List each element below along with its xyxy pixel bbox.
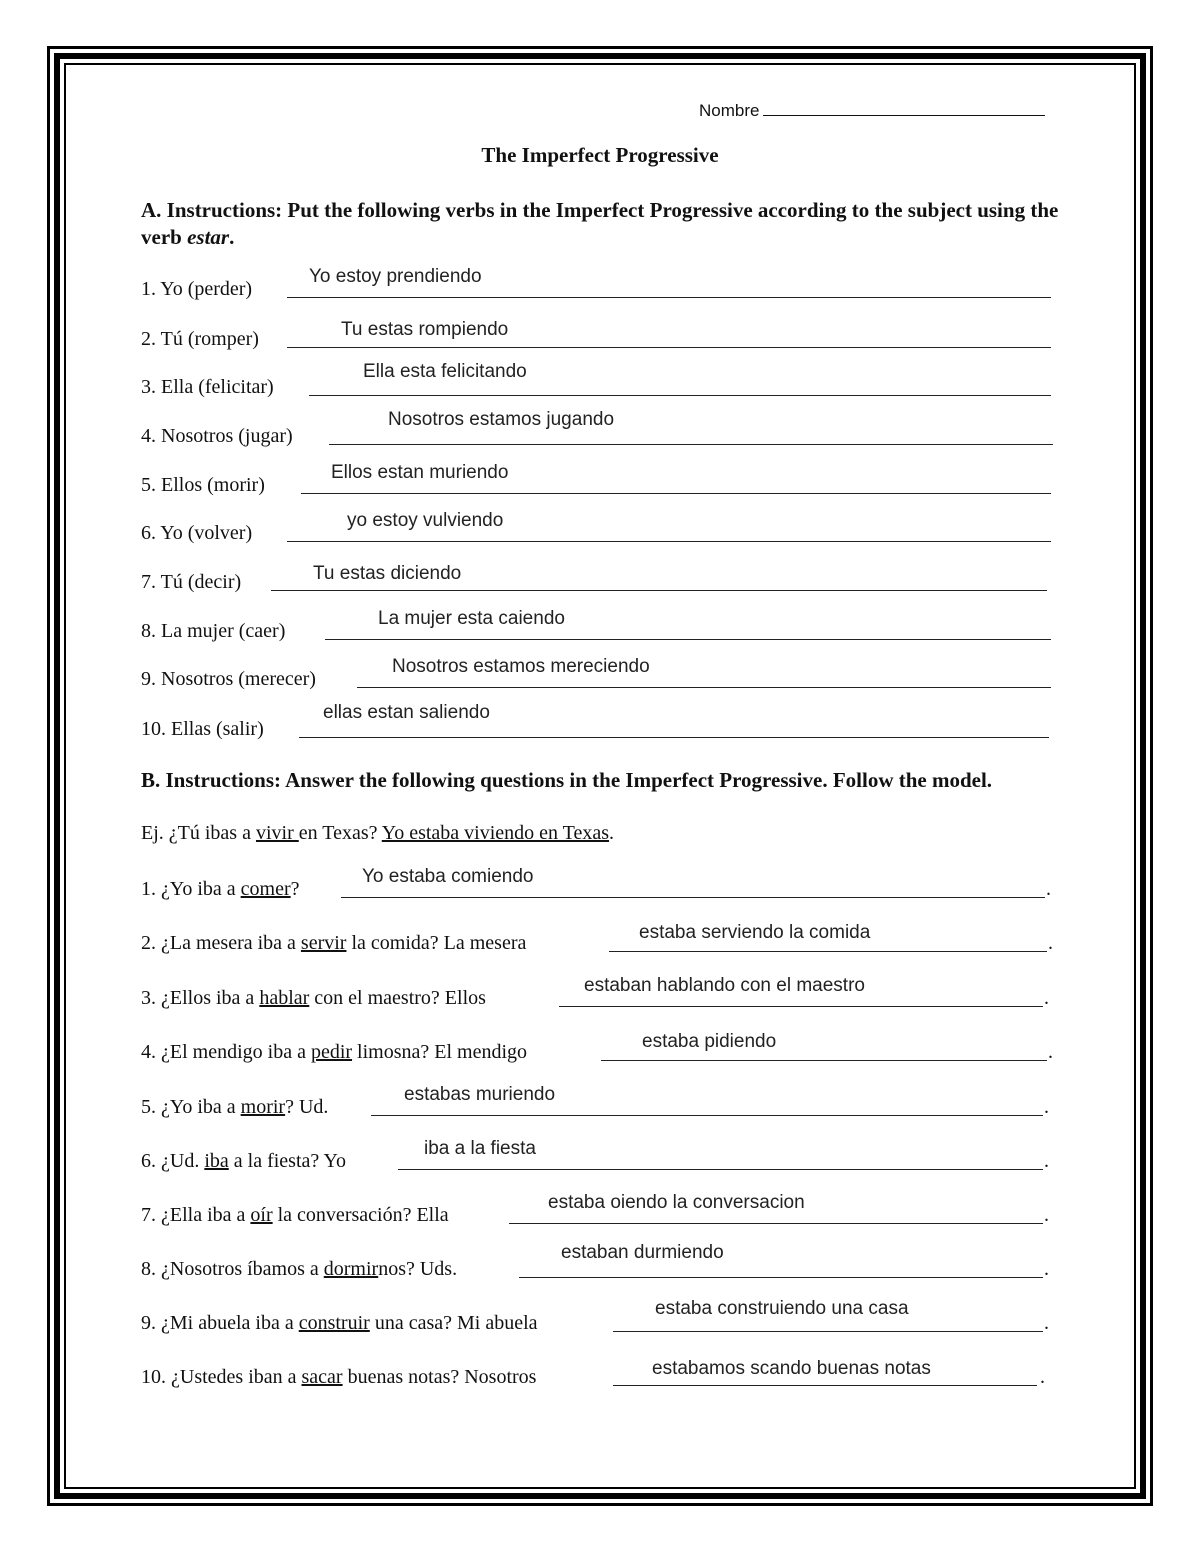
answer-blank[interactable] <box>309 394 1051 396</box>
answer-blank[interactable] <box>613 1330 1043 1332</box>
section-a-item-9 <box>141 656 1051 690</box>
answer-blank[interactable] <box>519 1276 1043 1278</box>
answer-text: estaban durmiendo <box>561 1242 724 1263</box>
question-verb: comer <box>240 878 291 900</box>
question-verb: dormir <box>323 1258 379 1280</box>
question-verb: pedir <box>310 1041 353 1063</box>
answer-text: estabamos scando buenas notas <box>652 1358 931 1379</box>
section-a-item-3 <box>141 361 1051 398</box>
answer-blank[interactable] <box>559 1005 1043 1007</box>
item-prompt: 4. Nosotros (jugar) <box>141 425 293 447</box>
item-prompt: 2. Tú (romper) <box>141 328 259 350</box>
answer-blank[interactable] <box>609 950 1047 952</box>
answer-text: estaba serviendo la comida <box>639 922 871 943</box>
answer-blank[interactable] <box>287 346 1051 348</box>
section-a-item-2 <box>141 316 1051 350</box>
section-a-item-8 <box>141 608 1051 642</box>
question-verb: iba <box>204 1150 229 1172</box>
section-a-item-5 <box>141 462 1051 496</box>
section-a-instructions-text: A. Instructions: Put the following verbs in the Imperfect Progressive according to the subject using the verb <box>141 198 1059 249</box>
question-verb: sacar <box>301 1366 343 1388</box>
question-pre: 7. ¿Ella iba a <box>141 1204 251 1226</box>
name-field[interactable] <box>699 101 1045 121</box>
question-post: nos? Uds. <box>378 1258 458 1280</box>
question-post: ? <box>290 878 300 900</box>
item-prompt <box>141 1366 536 1388</box>
example-line <box>141 822 614 845</box>
sentence-period: . <box>1040 1366 1045 1388</box>
question-pre: 1. ¿Yo iba a <box>141 878 241 900</box>
section-b-item-4 <box>141 1029 1053 1063</box>
question-post: con el maestro? Ellos <box>309 987 486 1009</box>
question-verb: morir <box>240 1096 286 1118</box>
item-prompt: 5. Ellos (morir) <box>141 474 265 496</box>
item-prompt <box>141 932 526 954</box>
answer-text: Tu estas diciendo <box>313 563 462 584</box>
answer-blank[interactable] <box>325 638 1051 640</box>
section-b-item-9 <box>141 1300 1049 1334</box>
answer-text: ellas estan saliendo <box>323 702 490 723</box>
answer-blank[interactable] <box>287 296 1051 298</box>
name-label: Nombre <box>699 101 760 120</box>
answer-text: iba a la fiesta <box>424 1138 536 1159</box>
question-pre: 2. ¿La mesera iba a <box>141 932 301 954</box>
section-b-instructions: B. Instructions: Answer the following questions in the Imperfect Progressive. Follow the model. <box>141 768 993 792</box>
item-prompt: 7. Tú (decir) <box>141 571 242 593</box>
section-b-item-1 <box>141 866 1051 900</box>
answer-text: Yo estoy prendiendo <box>309 266 482 287</box>
item-prompt <box>141 1204 449 1226</box>
question-post: a la fiesta? Yo <box>228 1150 346 1172</box>
question-pre: 4. ¿El mendigo iba a <box>141 1041 311 1063</box>
answer-text: Ellos estan muriendo <box>331 462 509 483</box>
section-a-item-4 <box>141 409 1053 447</box>
question-verb: hablar <box>259 987 310 1009</box>
section-b-item-5 <box>141 1084 1049 1118</box>
answer-text: Yo estaba comiendo <box>362 866 534 887</box>
question-post: limosna? El mendigo <box>352 1041 528 1063</box>
section-a-instructions <box>141 197 1061 251</box>
name-line[interactable] <box>763 101 1045 116</box>
answer-blank[interactable] <box>287 540 1051 542</box>
question-pre: 9. ¿Mi abuela iba a <box>141 1312 299 1334</box>
section-b-item-3 <box>141 975 1049 1009</box>
question-pre: 6. ¿Ud. <box>141 1150 205 1172</box>
item-prompt: 6. Yo (volver) <box>141 522 253 544</box>
answer-text: estaba pidiendo <box>642 1031 777 1052</box>
question-post: buenas notas? Nosotros <box>342 1366 537 1388</box>
section-a-item-10 <box>141 702 1049 740</box>
item-prompt <box>141 1096 328 1118</box>
question-verb: oír <box>250 1204 273 1226</box>
answer-text: La mujer esta caiendo <box>378 608 565 629</box>
section-a-instructions-end: . <box>229 225 235 249</box>
question-pre: 5. ¿Yo iba a <box>141 1096 241 1118</box>
answer-blank[interactable] <box>329 443 1053 445</box>
answer-text: Nosotros estamos jugando <box>388 409 615 430</box>
section-b-item-8 <box>141 1242 1049 1280</box>
answer-text: estaba construiendo una casa <box>655 1298 909 1319</box>
question-post: la comida? La mesera <box>346 932 527 954</box>
example-end: . <box>609 822 615 844</box>
section-a-item-1 <box>141 266 1051 300</box>
item-prompt <box>141 1312 538 1334</box>
section-a-item-6 <box>141 510 1051 544</box>
item-prompt: 10. Ellas (salir) <box>141 718 264 740</box>
sentence-period: . <box>1044 1258 1049 1280</box>
item-prompt <box>141 1258 457 1280</box>
sentence-period: . <box>1044 1312 1049 1334</box>
item-prompt: 1. Yo (perder) <box>141 278 253 300</box>
question-pre: 3. ¿Ellos iba a <box>141 987 260 1009</box>
answer-text: estabas muriendo <box>404 1084 556 1105</box>
answer-text: yo estoy vulviendo <box>347 510 504 531</box>
item-prompt <box>141 878 300 900</box>
answer-text: estaba oiendo la conversacion <box>548 1192 805 1213</box>
sentence-period: . <box>1048 932 1053 954</box>
item-prompt <box>141 1150 346 1172</box>
question-post: la conversación? Ella <box>272 1204 449 1226</box>
example-lead: Ej. ¿Tú ibas a <box>141 822 256 844</box>
answer-blank[interactable] <box>341 896 1045 898</box>
item-prompt: 8. La mujer (caer) <box>141 620 286 642</box>
question-post: ? Ud. <box>285 1096 329 1118</box>
example-mid: en Texas? <box>298 822 382 844</box>
item-prompt: 3. Ella (felicitar) <box>141 376 274 398</box>
answer-blank[interactable] <box>299 736 1049 738</box>
answer-blank[interactable] <box>601 1059 1047 1061</box>
question-verb: construir <box>298 1312 370 1334</box>
answer-blank[interactable] <box>357 686 1051 688</box>
answer-text: Tu estas rompiendo <box>341 319 509 340</box>
answer-text: estaban hablando con el maestro <box>584 975 865 996</box>
sentence-period: . <box>1044 1204 1049 1226</box>
answer-blank[interactable] <box>509 1222 1043 1224</box>
section-b-item-6 <box>141 1138 1049 1172</box>
answer-blank[interactable] <box>398 1168 1043 1170</box>
answer-blank[interactable] <box>371 1114 1043 1116</box>
sentence-period: . <box>1044 1096 1049 1118</box>
question-verb: servir <box>300 932 347 954</box>
answer-blank[interactable] <box>271 589 1047 591</box>
sentence-period: . <box>1044 1150 1049 1172</box>
answer-text: Ella esta felicitando <box>363 361 527 382</box>
item-prompt <box>141 1041 527 1063</box>
sentence-period: . <box>1046 878 1051 900</box>
page-title: The Imperfect Progressive <box>481 143 719 167</box>
item-prompt <box>141 987 486 1009</box>
section-b-item-2 <box>141 920 1053 954</box>
question-post: una casa? Mi abuela <box>369 1312 538 1334</box>
section-b-item-10 <box>141 1354 1045 1388</box>
answer-text: Nosotros estamos mereciendo <box>392 656 650 677</box>
sentence-period: . <box>1044 987 1049 1009</box>
example-verb: vivir <box>255 822 299 844</box>
section-a-item-7 <box>141 559 1047 593</box>
question-pre: 8. ¿Nosotros íbamos a <box>141 1258 324 1280</box>
example-answer: Yo estaba viviendo en Texas <box>381 822 610 844</box>
item-prompt: 9. Nosotros (merecer) <box>141 668 316 690</box>
section-a-instructions-emph: estar <box>187 225 230 249</box>
answer-blank[interactable] <box>613 1384 1037 1386</box>
question-pre: 10. ¿Ustedes iban a <box>141 1366 302 1388</box>
sentence-period: . <box>1048 1041 1053 1063</box>
answer-blank[interactable] <box>301 492 1051 494</box>
section-b-item-7 <box>141 1192 1049 1226</box>
